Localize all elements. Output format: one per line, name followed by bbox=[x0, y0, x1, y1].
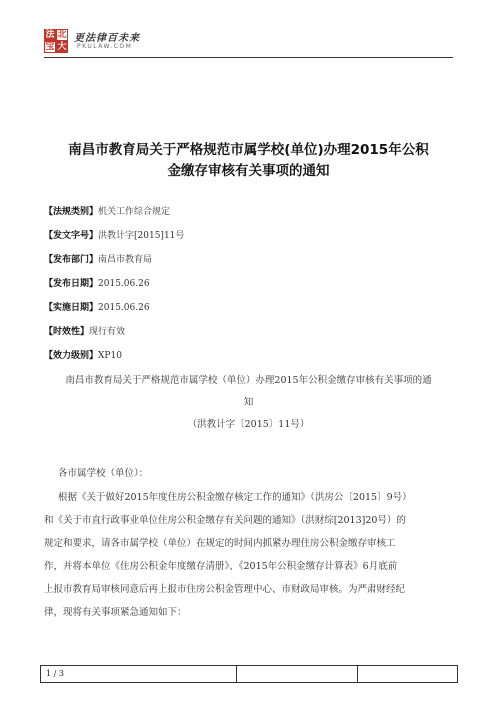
body-line: 和《关于市直行政事业单位住房公积金缴存有关问题的通知》（洪财综[2013]20号）的 bbox=[44, 515, 406, 526]
meta-label: 【效力级别】 bbox=[44, 351, 99, 361]
meta-label: 【法规类别】 bbox=[44, 207, 99, 217]
meta-value: XP10 bbox=[98, 351, 122, 361]
brand-url: PKULAW.COM bbox=[77, 43, 133, 50]
logo-char: 法 bbox=[45, 30, 55, 40]
meta-value: 2015.06.26 bbox=[98, 279, 150, 289]
pkulaw-logo bbox=[44, 29, 68, 53]
meta-label: 【发布部门】 bbox=[44, 255, 99, 265]
meta-label: 【发文字号】 bbox=[44, 231, 99, 241]
meta-value: 现行有效 bbox=[89, 327, 126, 337]
body-line: 规定和要求，请各市属学校（单位）在规定的时间内抓紧办理住房公积金缴存审核工 bbox=[44, 538, 396, 549]
body-line: 作，并将本单位《住房公积金年度缴存清册》、《2015年公积金缴存计算表》6月底前 bbox=[44, 561, 398, 572]
meta-value: 洪教计字[2015]11号 bbox=[98, 231, 185, 241]
meta-label: 【实施日期】 bbox=[44, 303, 99, 313]
body-line: 律，现将有关事项紧急通知如下： bbox=[44, 607, 187, 618]
document-title bbox=[44, 140, 453, 182]
meta-publish-date bbox=[44, 278, 453, 290]
meta-label: 【时效性】 bbox=[44, 327, 90, 337]
title-line: 金缴存审核有关事项的通知 bbox=[167, 163, 330, 179]
doc-heading-line: 知 bbox=[243, 397, 254, 408]
footer-cell bbox=[237, 666, 358, 682]
meta-level bbox=[44, 350, 453, 362]
site-header bbox=[44, 26, 464, 60]
title-line: 南昌市教育局关于严格规范市属学校(单位)办理2015年公积 bbox=[68, 142, 429, 158]
body-line: 上报市教育局审核同意后再上报市住房公积金管理中心、市财政局审核。为严肃财经纪 bbox=[44, 584, 406, 595]
brand-slogan: 更法律百未来 bbox=[74, 33, 140, 44]
body-line: 根据《关于做好2015年度住房公积金缴存核定工作的通知》（洪房公〔2015〕9号） bbox=[58, 492, 412, 503]
meta-issuer bbox=[44, 254, 453, 266]
meta-validity bbox=[44, 326, 453, 338]
salutation: 各市属学校（单位）： bbox=[58, 468, 149, 479]
meta-value: 机关工作综合规定 bbox=[98, 207, 171, 217]
meta-value: 2015.06.26 bbox=[98, 303, 150, 313]
logo-char: 宝 bbox=[45, 42, 55, 52]
doc-heading bbox=[44, 370, 453, 414]
meta-doc-number bbox=[44, 230, 453, 242]
header-divider bbox=[44, 57, 453, 58]
doc-heading-line: 南昌市教育局关于严格规范市属学校（单位）办理2015年公积金缴存审核有关事项的通 bbox=[65, 375, 432, 386]
meta-value: 南昌市教育局 bbox=[98, 255, 153, 265]
meta-effective-date bbox=[44, 302, 453, 314]
logo-char: 北 bbox=[57, 30, 67, 40]
footer-cell bbox=[358, 666, 457, 682]
meta-label: 【发布日期】 bbox=[44, 279, 99, 289]
doc-number: （洪教计字〔2015〕11号） bbox=[187, 419, 310, 430]
meta-category bbox=[44, 206, 453, 218]
body-paragraph bbox=[44, 486, 453, 624]
logo-char: 大 bbox=[57, 42, 67, 52]
page-footer bbox=[40, 665, 458, 683]
page-number: 1 / 3 bbox=[41, 666, 237, 682]
